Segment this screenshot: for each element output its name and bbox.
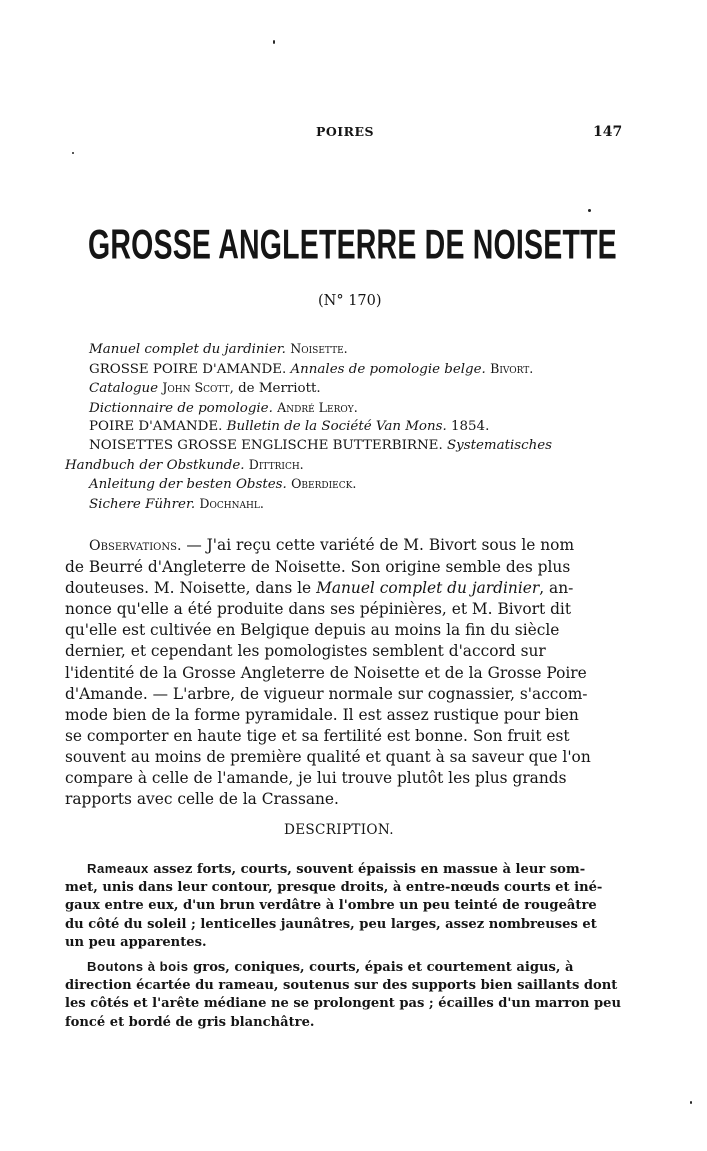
text-line: du côté du soleil ; lenticelles jaunâtres, peu larges, assez nombreuses et [65,916,597,932]
text-line: rapports avec celle de la Crassane. [65,790,339,809]
reference-synonym: GROSSE POIRE D'AMANDE. [89,361,287,377]
text-fragment: — J'ai reçu cette variété de M. Bivort sous le nom [181,536,575,554]
reference-author: Dittrich. [248,456,304,472]
text-line: foncé et bordé de gris blanchâtre. [65,1014,315,1030]
observations-label: Observations. [89,538,182,554]
reference-line [65,495,625,515]
text-line: de Beurré d'Angleterre de Noisette. Son origine semble des plus [65,558,571,577]
text-line: dernier, et cependant les pomologistes semblent d'accord sur [65,642,546,661]
boutons-paragraph [65,958,625,1032]
reference-work: Sichere Führer. [89,496,196,512]
reference-line [65,418,625,437]
reference-work: Annales de pomologie belge. [290,361,486,377]
description-heading: DESCRIPTION. [284,822,394,838]
running-head [0,124,707,144]
text-line: nonce qu'elle a été produite dans ses pépinières, et M. Bivort dit [65,600,572,619]
text-line: direction écartée du rameau, soutenus sur des supports bien saillants dont [65,978,618,994]
reference-line [65,360,625,380]
text-line: mode bien de la forme pyramidale. Il est assez rustique pour bien [65,705,579,724]
text-line: se comporter en haute tige et sa fertilité est bonne. Son fruit est [65,726,570,745]
text-line: compare à celle de l'amande, je lui trouve plutôt les plus grands [65,769,567,788]
text-fragment: assez forts, courts, souvent épaissis en massue à leur som- [148,862,586,877]
text-line: gaux entre eux, d'un brun verdâtre à l'ombre un peu teinté de rougeâtre [65,898,597,914]
reference-line [65,475,625,495]
reference-work: Anleitung der besten Obstes. [89,477,287,493]
reference-synonym: NOISETTES GROSSE ENGLISCHE BUTTERBIRNE. [89,437,443,453]
reference-line [65,379,625,399]
reference-work: Catalogue [89,381,159,397]
text-line: l'identité de la Grosse Angleterre de Noisette et de la Grosse Poire [65,663,587,682]
variety-number: (N° 170) [318,293,382,309]
cited-work: Manuel complet du jardinier [316,579,540,598]
reference-line [65,340,625,360]
reference-author: André Leroy. [277,399,358,415]
reference-work: Bulletin de la Société Van Mons. [226,419,447,435]
text-line: met, unis dans leur contour, presque droits, à entre-nœuds courts et iné- [65,880,603,896]
text-line [65,578,622,599]
print-speck [273,40,275,44]
text-line: les côtés et l'arête médiane ne se prolongent pas ; écailles d'un marron peu [65,996,621,1012]
reference-line [65,456,625,476]
text-line: d'Amande. — L'arbre, de vigueur normale sur cognassier, s'accom- [65,684,588,703]
reference-place: , de Merriott. [229,381,321,397]
print-speck [588,209,591,212]
synonym-references [65,340,625,514]
reference-author: John Scott [162,380,230,396]
reference-line [65,437,625,456]
reference-work: Manuel complet du jardinier. [89,342,286,357]
text-line [65,958,625,977]
text-line [65,535,622,557]
rameaux-label: Rameaux [87,861,149,876]
variety-title: GROSSE ANGLETERRE DE NOISETTE [88,222,617,269]
rameaux-paragraph [65,860,625,952]
reference-line [65,399,625,419]
reference-author: Dochnahl. [199,495,264,511]
text-line [65,860,625,879]
boutons-label: Boutons à bois [87,959,189,974]
print-speck [72,152,74,154]
reference-work: Handbuch der Obstkunde. [65,457,245,473]
text-line: qu'elle est cultivée en Belgique depuis au moins la fin du siècle [65,621,560,640]
running-head-title: POIRES [316,124,375,139]
page-number: 147 [593,124,623,140]
text-line: souvent au moins de première qualité et quant à sa saveur que l'on [65,747,591,766]
text-fragment: , an- [539,579,574,598]
observations-paragraph [65,535,622,810]
text-fragment: douteuses. M. Noisette, dans le [65,579,312,598]
text-line: un peu apparentes. [65,934,207,950]
text-fragment: gros, coniques, courts, épais et courtement aigus, à [188,960,574,975]
reference-work: Dictionnaire de pomologie. [89,400,273,416]
print-speck [690,1101,692,1104]
reference-author: Noisette. [290,341,348,356]
reference-work: Systematisches [446,437,553,453]
reference-year: 1854. [451,419,490,435]
reference-synonym: POIRE D'AMANDE. [89,419,223,435]
reference-author: Oberdieck. [291,476,357,492]
reference-author: Bivort. [490,360,534,376]
